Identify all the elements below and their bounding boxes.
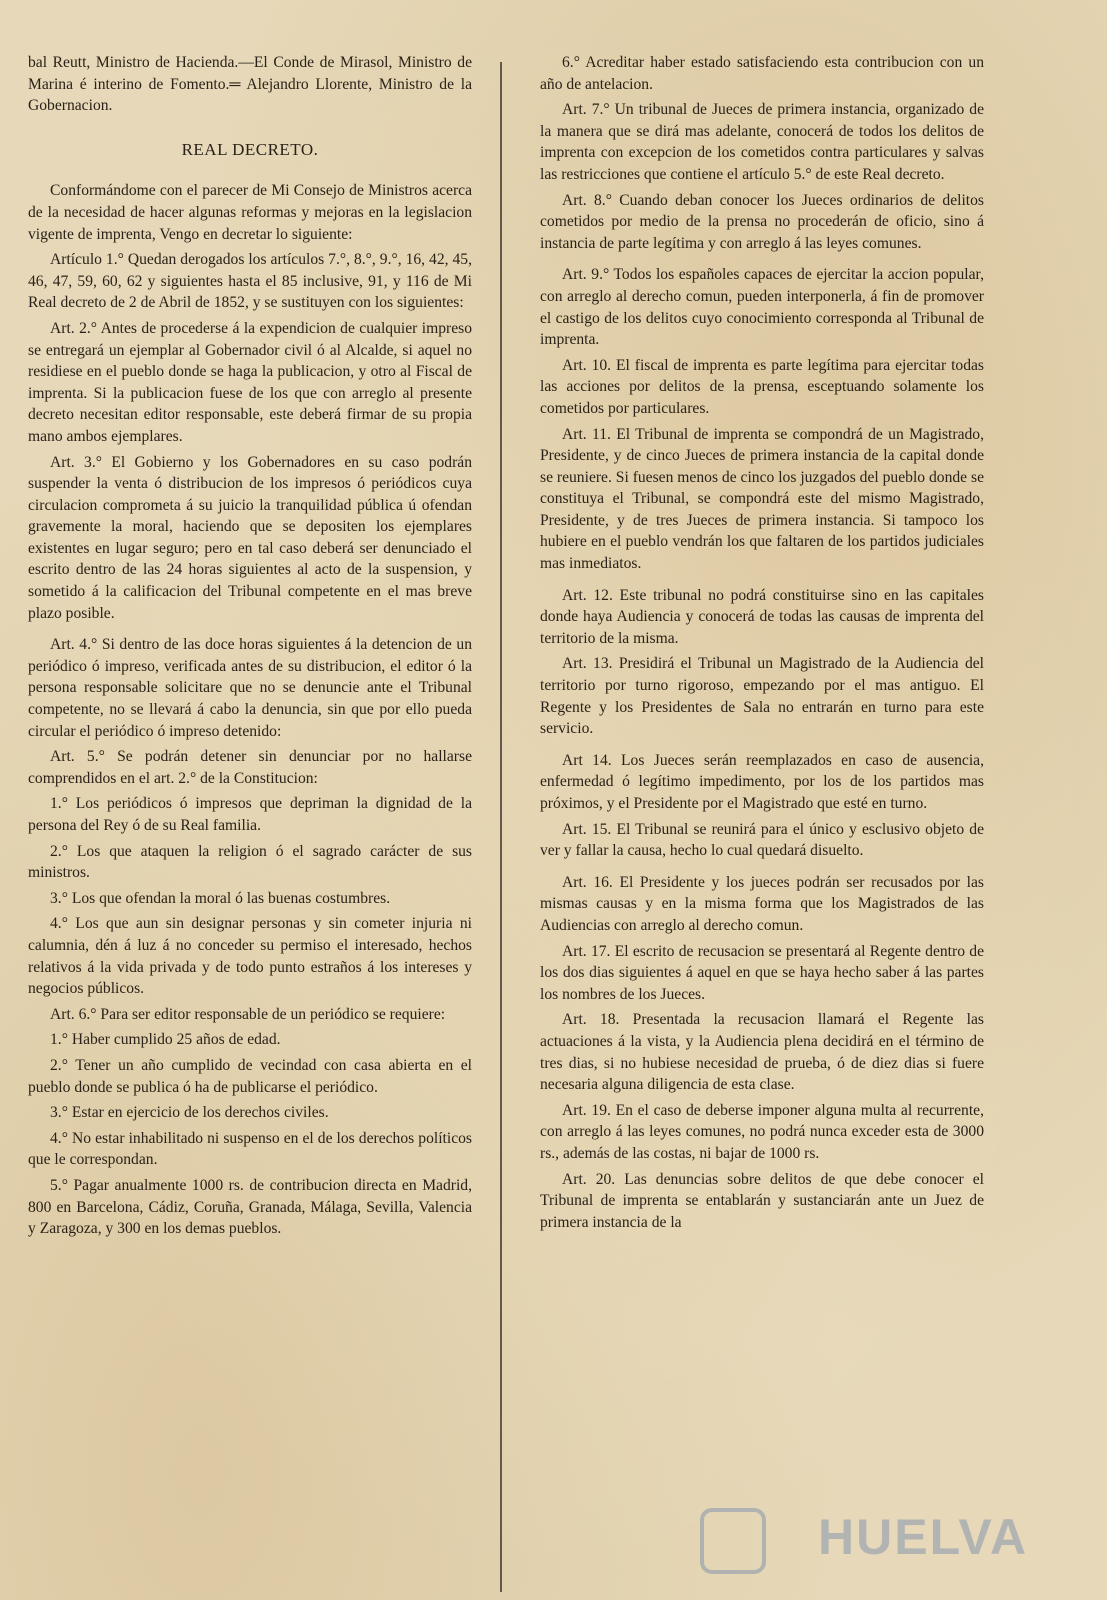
article-8: Art. 8.° Cuando deban conocer los Jueces ordinarios de delitos cometidos por medio de la prensa no procederán de oficio, sino á instancia de parte legítima y con arreglo á las leyes comunes.	[540, 191, 984, 252]
article-13: Art. 13. Presidirá el Tribunal un Magistrado de la Audiencia del territorio por turno rigoroso, empezando por el mas antiguo. El Regente y los Presidentes de Sala no entrarán en turno para este servicio.	[540, 655, 984, 738]
article-20: Art. 20. Las denuncias sobre delitos de que debe conocer el Tribunal de imprenta se entablarán y sustanciarán ante un Juez de primera instancia de la	[540, 1170, 984, 1231]
article-2: Art. 2.° Antes de procederse á la expendicion de cualquier impreso se entregará un ejemplar al Gobernador civil ó al Alcalde, si aquel no residiese en el pueblo donde se haga la publicacion, y otro al Fiscal de imprenta. Si la publicacion fuese de los que con arreglo al presente decreto necesitan editor responsable, este deberá firmar de su propia mano ambos ejemplares.	[28, 319, 472, 445]
article-6-item-5: 5.° Pagar anualmente 1000 rs. de contribucion directa en Madrid, 800 en Barcelona, Cádiz, Coruña, Granada, Málaga, Sevilla, Valencia y Zaragoza, y 300 en los demas pueblos.	[28, 1176, 472, 1238]
decree-heading: REAL DECRETO.	[181, 139, 319, 159]
article-18: Art. 18. Presentada la recusacion llamará el Regente las actuaciones á la vista, y la Audiencia plena decidirá en el término de tres dias, si no hubiese necesidad de prueba, ó de diez dias si fuere necesaria alguna diligencia de esta clase.	[540, 1011, 984, 1094]
article-12: Art. 12. Este tribunal no podrá constituirse sino en las capitales donde haya Audiencia y conocerá de todas las causas de imprenta del territorio de la misma.	[540, 586, 984, 647]
article-6-item-3: 3.° Estar en ejercicio de los derechos civiles.	[50, 1104, 329, 1122]
article-7: Art. 7.° Un tribunal de Jueces de primera instancia, organizado de la manera que se dirá mas adelante, conocerá de todos los delitos de imprenta con excepcion de los cometidos contra particulares y salvas las restricciones que contiene el artículo 5.° de este Real decreto.	[540, 101, 984, 183]
article-9: Art. 9.° Todos los españoles capaces de ejercitar la accion popular, con arreglo al derecho comun, pueden interponerla, á fin de promover el castigo de los delitos cuyo conocimiento corresponda al Tribunal de imprenta.	[540, 266, 984, 349]
article-6-item-6: 6.° Acreditar haber estado satisfaciendo esta contribucion con un año de antelacion.	[540, 54, 984, 93]
article-5: Art. 5.° Se podrán detener sin denunciar por no hallarse comprendidos en el art. 2.° de la Constitucion:	[28, 748, 472, 787]
article-19: Art. 19. En el caso de deberse imponer alguna multa al recurrente, con arreglo á las leyes comunes, no podrá nunca exceder esta de 3000 rs., además de las costas, ni bajar de 1000 rs.	[540, 1101, 984, 1162]
article-6: Art. 6.° Para ser editor responsable de un periódico se requiere:	[50, 1005, 446, 1023]
article-14: Art 14. Los Jueces serán reemplazados en caso de ausencia, enfermedad ó legítimo impedimento, por los de los partidos mas próximos, y el Presidente por el Magistrado que esté en turno.	[540, 751, 984, 812]
article-3: Art. 3.° El Gobierno y los Gobernadores en su caso podrán suspender la venta ó distribucion de los impresos ó periódicos cuya circulacion comprometa á su juicio la tranquilidad pública ú ofendan gravemente la moral, haciendo que se depositen los ejemplares existentes en lugar seguro; pero en tal caso deberá ser denunciado el escrito dentro de las 24 horas siguientes al acto de la suspension, y sometido á la calificacion del Tribunal competente en el mas breve plazo posible.	[28, 453, 472, 622]
article-5-item-2: 2.° Los que ataquen la religion ó el sagrado carácter de sus ministros.	[28, 842, 472, 882]
article-1: Artículo 1.° Quedan derogados los artículos 7.°, 8.°, 9.°, 16, 42, 45, 46, 47, 59, 60, 62 y siguientes hasta el 85 inclusive, 91, y 116 de Mi Real decreto de 2 de Abril de 1852, y se sustituyen con los siguientes:	[28, 251, 472, 312]
article-5-item-3: 3.° Los que ofendan la moral ó las buenas costumbres.	[50, 889, 391, 907]
article-6-item-4: 4.° No estar inhabilitado ni suspenso en el de los derechos políticos que le correspondan.	[28, 1129, 472, 1169]
preamble-text: Conformándome con el parecer de Mi Consejo de Ministros acerca de la necesidad de hacer algunas reformas y mejoras en la legislacion vigente de imprenta, Vengo en decretar lo siguiente:	[28, 182, 472, 243]
article-10: Art. 10. El fiscal de imprenta es parte legítima para ejercitar todas las acciones por delitos de la prensa, esceptuando solamente los cometidos por particulares.	[540, 356, 984, 417]
intro-text: bal Reutt, Ministro de Hacienda.—El Conde de Mirasol, Ministro de Marina é interino de Fomento.═ Alejandro Llorente, Ministro de la Gobernacion.	[28, 54, 472, 115]
library-watermark	[700, 1500, 1030, 1580]
article-6-item-1: 1.° Haber cumplido 25 años de edad.	[50, 1031, 281, 1049]
left-column	[28, 52, 472, 1244]
column-divider	[500, 62, 502, 1592]
article-6-item-2: 2.° Tener un año cumplido de vecindad con casa abierta en el pueblo donde se publica ó ha de publicarse el periódico.	[28, 1056, 472, 1096]
article-4: Art. 4.° Si dentro de las doce horas siguientes á la detencion de un periódico ó impreso, verificada antes de su distribucion, el editor ó la persona responsable solicitare que no se denuncie ante el Tribunal competente, no se llevará á cabo la denuncia, sin que por ello pueda circular el periódico ó impreso detenido:	[28, 636, 472, 740]
right-column	[540, 52, 984, 1237]
article-17: Art. 17. El escrito de recusacion se presentará al Regente dentro de los dos dias siguientes á aquel en que se haya hecho saber á las partes los nombres de los Jueces.	[540, 942, 984, 1003]
article-11: Art. 11. El Tribunal de imprenta se compondrá de un Magistrado, Presidente, y de cinco Jueces de primera instancia de la capital donde se reuniere. Si fuesen menos de cinco los juzgados del pueblo donde se constituya el Tribunal, se compondrá este del mismo Magistrado, Presidente, y de tres Jueces de primera instancia. Si tampoco los hubiere en el pueblo vendrán los que faltaren de los partidos judiciales mas inmediatos.	[540, 425, 984, 573]
article-16: Art. 16. El Presidente y los jueces podrán ser recusados por las mismas causas y en la misma forma que los Magistrados de las Audiencias con arreglo al derecho comun.	[540, 873, 984, 934]
library-logo-icon	[700, 1508, 766, 1574]
article-5-item-4: 4.° Los que aun sin designar personas y sin cometer injuria ni calumnia, dén á luz á no conceder su permiso el interesado, hechos relativos á la vida privada y de todo punto estraños á los intereses y negocios públicos.	[28, 915, 472, 998]
article-5-item-1: 1.° Los periódicos ó impresos que depriman la dignidad de la persona del Rey ó de su Real familia.	[28, 795, 472, 834]
article-15: Art. 15. El Tribunal se reunirá para el único y esclusivo objeto de ver y fallar la causa, hecho lo cual quedará disuelto.	[540, 820, 984, 860]
watermark-text: HUELVA	[818, 1509, 1029, 1565]
